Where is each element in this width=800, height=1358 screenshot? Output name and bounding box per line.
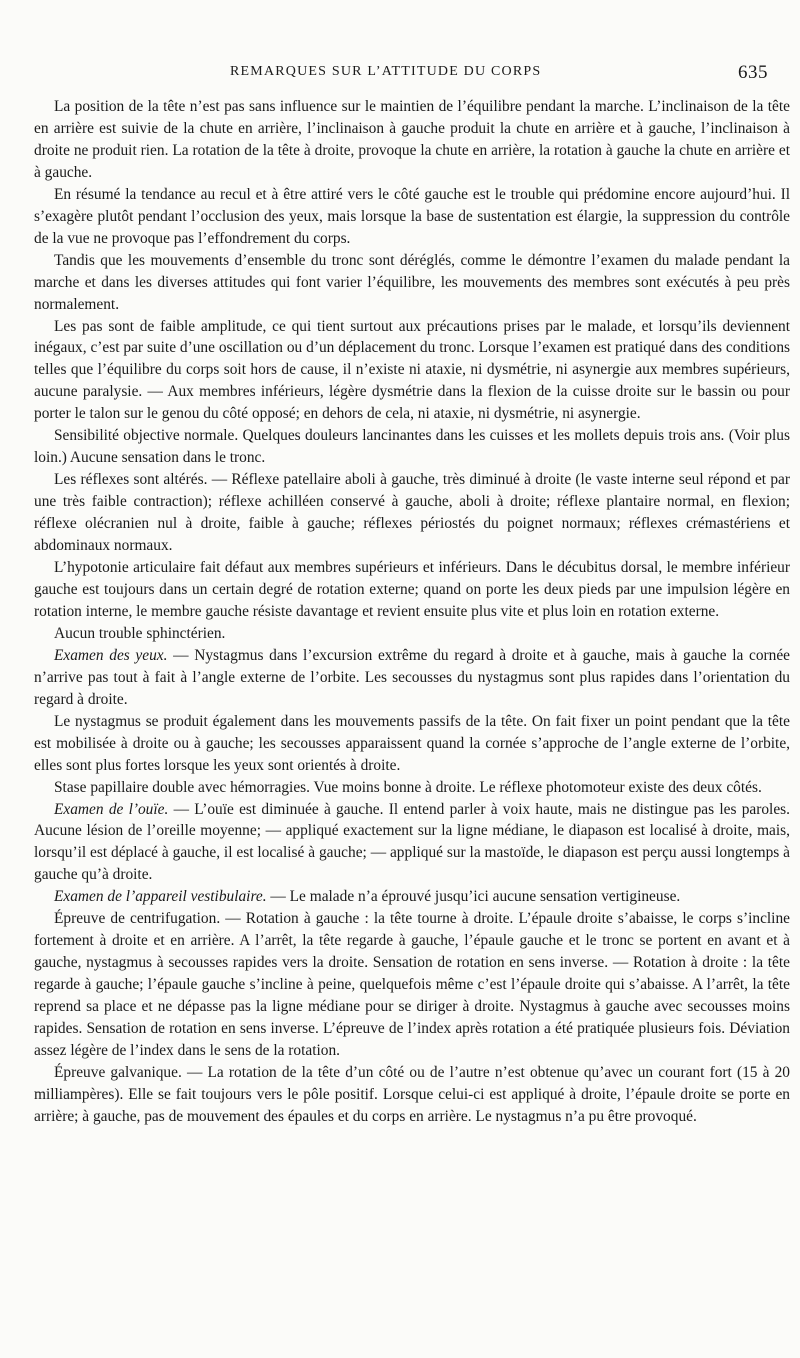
section-label: Examen de l’ouïe. [54,800,169,818]
paragraph-text: Stase papillaire double avec hémorragies. Vue moins bonne à droite. Le réflexe photomoteur existe des deux côtés. [54,778,762,796]
paragraph-text: Épreuve de centrifugation. — Rotation à gauche : la tête tourne à droite. L’épaule droite s’abaisse, le corps s’incline fortement à droite et en arrière. A l’arrêt, la tête regarde à gauche, l’épaule gauche et le tronc se portent en avant et à gauche, nystagmus à secousses rapides vers la droite. Sensation de rotation en sens inverse. — Rotation à droite : la tête regarde à gauche; l’épaule gauche s’incline à peine, quelquefois même c’est l’épaule droite qui s’abaisse. A l’arrêt, la tête reprend sa place et ne dépasse pas la ligne médiane pour se diriger à droite. Nystagmus à gauche avec secousses moins rapides. Sensation de rotation en sens inverse. L’épreuve de l’index après rotation a été pratiquée plusieurs fois. Déviation assez légère de l’index dans le sens de la rotation. [34,910,790,1059]
section-label: Examen des yeux. [54,646,168,664]
paragraph-text: En résumé la tendance au recul et à être attiré vers le côté gauche est le trouble qui prédomine encore aujourd’hui. Il s’exagère plutôt pendant l’occlusion des yeux, mais lorsque la base de sustentation est élargie, la suppression du contrôle de la vue ne provoque pas l’effondrement du corps. [34,185,790,247]
paragraph-text: Sensibilité objective normale. Quelques douleurs lancinantes dans les cuisses et les mollets depuis trois ans. (Voir plus loin.) Aucune sensation dans le tronc. [34,427,790,467]
paragraph-sphincter [34,623,790,645]
paragraph-reflexes [34,469,790,557]
body-text [34,96,790,1128]
paragraph-centrifugation [34,908,790,1062]
paragraph-eye-exam [34,645,790,711]
paragraph-text: Le nystagmus se produit également dans les mouvements passifs de la tête. On fait fixer un point pendant que la tête est mobilisée à droite ou à gauche; les secousses apparaissent quand la cornée s’approche de l’angle externe de l’orbite, elles sont plus fortes lorsque les yeux sont orientés à droite. [34,712,790,774]
paragraph-papillary [34,777,790,799]
running-title: REMARQUES SUR L’ATTITUDE DU CORPS [230,64,542,79]
paragraph-trunk-movements [34,250,790,316]
paragraph-gait [34,316,790,426]
paragraph-vestibular-exam [34,886,790,908]
paragraph-summary [34,184,790,250]
paragraph-text: Tandis que les mouvements d’ensemble du tronc sont déréglés, comme le démontre l’examen du malade pendant la marche et dans les diverses attitudes qui font varier l’équilibre, les mouvements des membres sont exécutés à peu près normalement. [34,251,790,313]
paragraph-text: La position de la tête n’est pas sans influence sur le maintien de l’équilibre pendant la marche. L’inclinaison de la tête en arrière est suivie de la chute en arrière, l’inclinaison à gauche produit la chute en arrière et à gauche, l’inclinaison à droite ne produit rien. La rotation de la tête à droite, provoque la chute en arrière, la rotation à gauche la chute en arrière et à gauche. [34,98,790,181]
paragraph-hearing-exam [34,799,790,887]
paragraph-galvanic [34,1062,790,1128]
paragraph-text: — Nystagmus dans l’excursion extrême du regard à droite et à gauche, mais à gauche la cornée n’arrive pas tout à fait à l’angle externe de l’orbite. Les secousses du nystagmus sont plus rapides dans l’orientation du regard à droite. [34,646,790,708]
paragraph-text: — Le malade n’a éprouvé jusqu’ici aucune sensation vertigineuse. [266,888,681,906]
paragraph-head-position [34,96,790,184]
paragraph-nystagmus [34,711,790,777]
paragraph-text: Les pas sont de faible amplitude, ce qui tient surtout aux précautions prises par le malade, et lorsqu’ils deviennent inégaux, c’est par suite d’une oscillation ou d’un déplacement du tronc. Lorsque l’examen est pratiqué dans des conditions telles que l’équilibre du corps soit hors de cause, il n’existe ni ataxie, ni dysmétrie, ni asynergie aux membres supérieurs, aucune paralysie. — Aux membres inférieurs, légère dysmétrie dans la flexion de la cuisse droite sur le bassin ou pour porter le talon sur le genou du côté opposé; en dehors de cela, ni ataxie, ni dysmétrie, ni asynergie. [34,317,790,423]
paragraph-text: — L’ouïe est diminuée à gauche. Il entend parler à voix haute, mais ne distingue pas les paroles. Aucune lésion de l’oreille moyenne; — appliqué exactement sur la ligne médiane, le diapason est localisé à droite, mais, lorsqu’il est déplacé à gauche, il est localisé à gauche; — appliqué sur la mastoïde, le diapason est perçu aussi longtemps à gauche qu’à droite. [34,800,790,884]
running-head [60,62,770,86]
paragraph-hypotonia [34,557,790,623]
paragraph-sensibility [34,425,790,469]
paragraph-text: Épreuve galvanique. — La rotation de la tête d’un côté ou de l’autre n’est obtenue qu’avec un courant fort (15 à 20 milliampères). Elle se fait toujours vers le pôle positif. Lorsque celui-ci est appliqué à droite, l’épaule droite se porte en arrière; à gauche, pas de mouvement des épaules et du corps en arrière. Le nystagmus n’a pu être provoqué. [34,1063,790,1125]
section-label: Examen de l’appareil vestibulaire. [54,888,267,906]
paragraph-text: Aucun trouble sphinctérien. [54,624,226,642]
page-number: 635 [738,62,768,83]
paragraph-text: L’hypotonie articulaire fait défaut aux membres supérieurs et inférieurs. Dans le décubitus dorsal, le membre inférieur gauche est toujours dans un certain degré de rotation externe; quand on porte les deux pieds par une impulsion légère en rotation interne, le membre gauche résiste davantage et revient ensuite plus vite et plus loin en rotation externe. [34,559,790,620]
paragraph-text: Les réflexes sont altérés. — Réflexe patellaire aboli à gauche, très diminué à droite (le vaste interne seul répond et par une très faible contraction); réflexe achilléen conservé à gauche, aboli à droite; réflexe plantaire normal, en flexion; réflexe olécranien nul à droite, faible à gauche; réflexes périostés du poignet normaux; réflexes crémastériens et abdominaux normaux. [34,471,790,555]
